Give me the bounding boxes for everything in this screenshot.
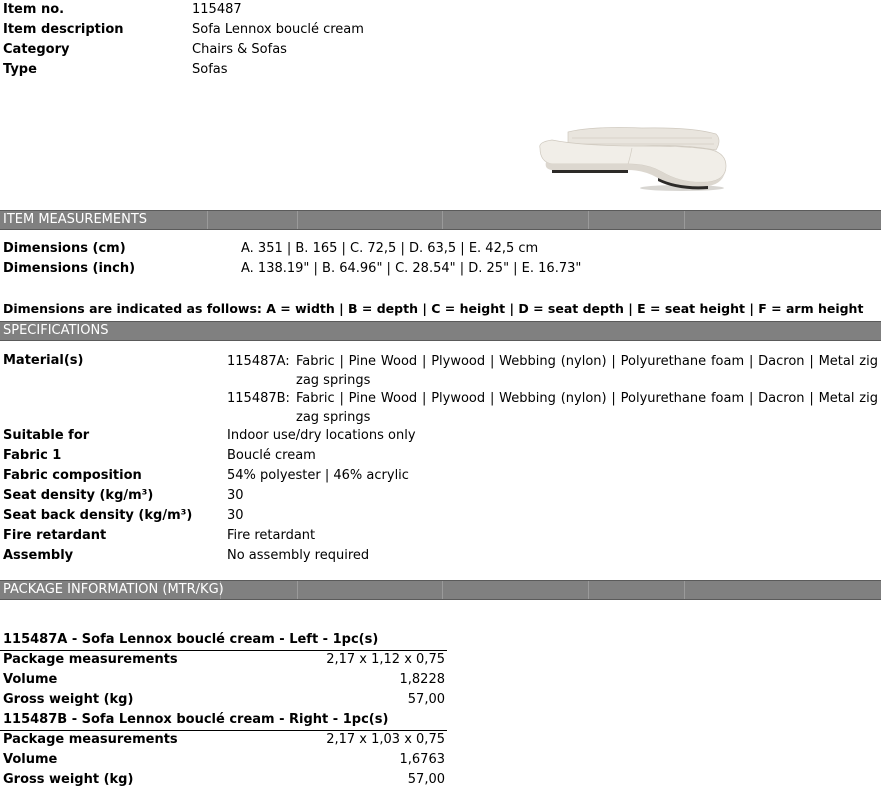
product-image (532, 118, 736, 194)
package-information-header (0, 580, 881, 600)
package-row-label: Package measurements (3, 732, 178, 747)
package-row-label: Package measurements (3, 652, 178, 667)
type-value: Sofas (192, 62, 228, 77)
package-row-label: Volume (3, 752, 58, 767)
package-name: - Sofa Lennox bouclé cream - Right - 1pc(s) (67, 712, 389, 727)
material-list: Fabric | Pine Wood | Plywood | Webbing (nylon) | Polyurethane foam | Dacron | Metal zig zag springs (296, 354, 878, 388)
spec-value: Fire retardant (227, 528, 316, 543)
spec-label: Fabric composition (3, 468, 142, 483)
spec-value: 30 (227, 508, 244, 523)
category-value: Chairs & Sofas (192, 42, 287, 57)
package-name: - Sofa Lennox bouclé cream - Left - 1pc(s) (67, 632, 379, 647)
package-row-label: Gross weight (kg) (3, 692, 134, 707)
specifications-header (0, 321, 881, 341)
spec-label: Assembly (3, 548, 74, 563)
dimensions-inch-label: Dimensions (inch) (3, 261, 136, 276)
spec-label: Fire retardant (3, 528, 107, 543)
package-row-value: 2,17 x 1,03 x 0,75 (326, 732, 445, 747)
package-row-value: 1,8228 (399, 672, 445, 687)
item-measurements-header (0, 210, 881, 230)
package-row-label: Gross weight (kg) (3, 772, 134, 787)
section-title: SPECIFICATIONS (3, 323, 109, 338)
package-title (3, 630, 378, 650)
category-label: Category (3, 42, 70, 57)
package-row-value: 1,6763 (399, 752, 445, 767)
curved-sofa-image (532, 118, 736, 194)
spec-value: 30 (227, 488, 244, 503)
package-row-value: 57,00 (407, 772, 445, 787)
material-code: 115487B: (227, 391, 290, 406)
section-title: ITEM MEASUREMENTS (3, 212, 148, 227)
package-row-value: 2,17 x 1,12 x 0,75 (326, 652, 445, 667)
material-list: Fabric | Pine Wood | Plywood | Webbing (nylon) | Polyurethane foam | Dacron | Metal zig zag springs (296, 391, 878, 425)
item-no-label: Item no. (3, 2, 65, 17)
package-row-value: 57,00 (407, 692, 445, 707)
item-description-label: Item description (3, 22, 124, 37)
package-title (3, 710, 388, 730)
section-title: PACKAGE INFORMATION (MTR/KG) (3, 582, 224, 597)
package-code: 115487A (3, 632, 68, 647)
spec-value: 54% polyester | 46% acrylic (227, 468, 409, 483)
item-description-value: Sofa Lennox bouclé cream (192, 22, 364, 37)
type-label: Type (3, 62, 37, 77)
package-code: 115487B (3, 712, 68, 727)
package-row-label: Volume (3, 672, 58, 687)
dimensions-cm-value: A. 351 | B. 165 | C. 72,5 | D. 63,5 | E. 42,5 cm (241, 241, 539, 256)
spec-value: Bouclé cream (227, 448, 316, 463)
spec-label: Suitable for (3, 428, 90, 443)
material-code: 115487A: (227, 354, 290, 369)
dimensions-inch-value: A. 138.19" | B. 64.96" | C. 28.54" | D. 25" | E. 16.73" (241, 261, 582, 276)
item-no-value: 115487 (192, 2, 242, 17)
dimensions-cm-label: Dimensions (cm) (3, 241, 126, 256)
materials-label: Material(s) (3, 353, 84, 368)
dimensions-legend: Dimensions are indicated as follows: A = width | B = depth | C = height | D = seat depth | E = seat height | F = arm height (3, 301, 864, 316)
spec-value: Indoor use/dry locations only (227, 428, 416, 443)
spec-value: No assembly required (227, 548, 370, 563)
spec-label: Seat back density (kg/m³) (3, 508, 193, 523)
spec-label: Seat density (kg/m³) (3, 488, 154, 503)
spec-label: Fabric 1 (3, 448, 62, 463)
